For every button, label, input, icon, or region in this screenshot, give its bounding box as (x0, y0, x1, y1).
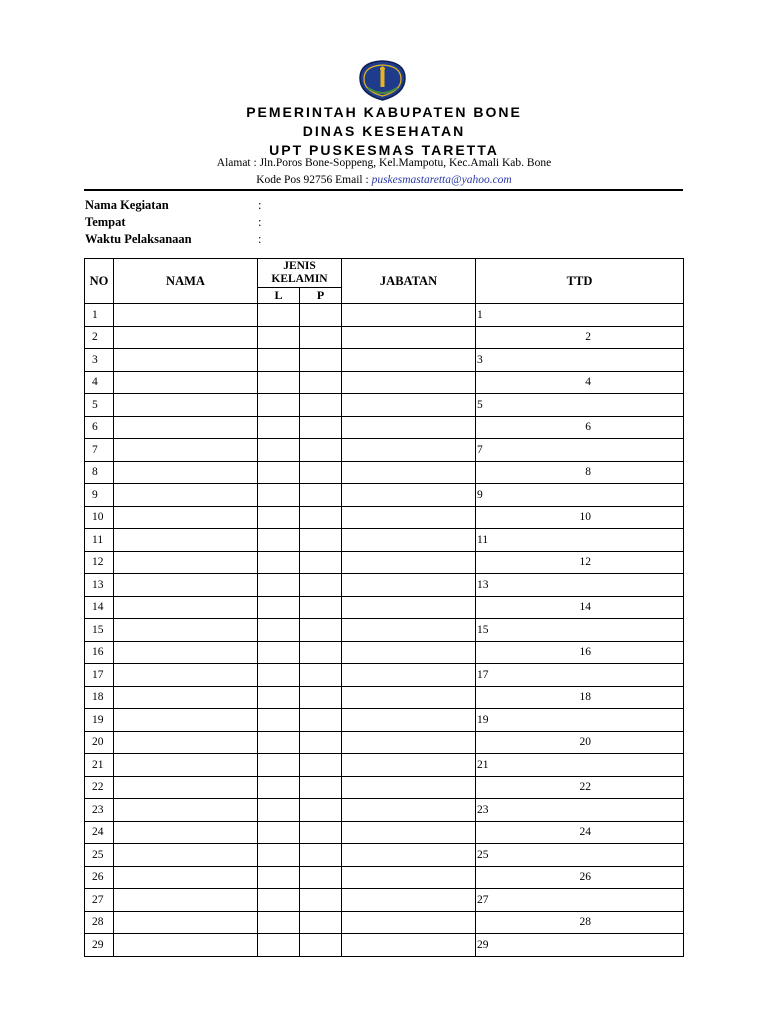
header-contact (0, 174, 768, 186)
header-pemerintah: PEMERINTAH KABUPATEN BONE (246, 104, 522, 120)
table-row (85, 596, 684, 619)
row-number: 21 (85, 754, 114, 777)
col-l-header: L (258, 288, 300, 304)
col-p-header: P (300, 288, 342, 304)
kabupaten-bone-emblem-icon (355, 58, 410, 103)
row-number: 12 (85, 551, 114, 574)
p-cell[interactable] (300, 664, 342, 687)
l-cell[interactable] (258, 709, 300, 732)
row-number: 2 (85, 326, 114, 349)
col-jenis-kelamin-header: JENIS KELAMIN (258, 259, 342, 288)
ttd-cell[interactable]: 19 (476, 709, 684, 732)
l-cell[interactable] (258, 754, 300, 777)
p-cell[interactable] (300, 889, 342, 912)
p-cell[interactable] (300, 551, 342, 574)
p-cell[interactable] (300, 844, 342, 867)
ttd-cell[interactable]: 16 (476, 641, 684, 664)
table-row (85, 889, 684, 912)
kegiatan-label: Nama Kegiatan (85, 198, 169, 212)
table-row (85, 551, 684, 574)
table-row (85, 619, 684, 642)
l-cell[interactable] (258, 664, 300, 687)
email-link[interactable]: puskesmastaretta@yahoo.com (371, 174, 512, 186)
l-cell[interactable] (258, 731, 300, 754)
l-cell[interactable] (258, 934, 300, 957)
ttd-cell[interactable]: 5 (476, 394, 684, 417)
p-cell[interactable] (300, 799, 342, 822)
table-row (85, 484, 684, 507)
p-cell[interactable] (300, 709, 342, 732)
row-number: 23 (85, 799, 114, 822)
info-kegiatan (85, 198, 262, 213)
l-cell[interactable] (258, 349, 300, 372)
ttd-cell[interactable]: 13 (476, 574, 684, 597)
nama-cell[interactable] (114, 844, 258, 867)
row-number: 9 (85, 484, 114, 507)
nama-cell[interactable] (114, 911, 258, 934)
jabatan-cell[interactable] (342, 641, 476, 664)
ttd-cell[interactable]: 25 (476, 844, 684, 867)
table-row (85, 664, 684, 687)
p-cell[interactable] (300, 439, 342, 462)
p-cell[interactable] (300, 641, 342, 664)
header-upt: UPT PUSKESMAS TARETTA (269, 142, 499, 158)
jabatan-cell[interactable] (342, 439, 476, 462)
table-row (85, 754, 684, 777)
jabatan-cell[interactable] (342, 821, 476, 844)
row-number: 13 (85, 574, 114, 597)
row-number: 20 (85, 731, 114, 754)
l-cell[interactable] (258, 574, 300, 597)
header-dinas: DINAS KESEHATAN (302, 123, 466, 139)
nama-cell[interactable] (114, 641, 258, 664)
p-cell[interactable] (300, 686, 342, 709)
jabatan-cell[interactable] (342, 461, 476, 484)
p-cell[interactable] (300, 484, 342, 507)
l-cell[interactable] (258, 866, 300, 889)
nama-cell[interactable] (114, 371, 258, 394)
l-cell[interactable] (258, 304, 300, 327)
row-number: 15 (85, 619, 114, 642)
p-cell[interactable] (300, 529, 342, 552)
table-row (85, 326, 684, 349)
p-cell[interactable] (300, 574, 342, 597)
col-jabatan-header: JABATAN (342, 259, 476, 304)
nama-cell[interactable] (114, 754, 258, 777)
l-cell[interactable] (258, 686, 300, 709)
row-number: 26 (85, 866, 114, 889)
p-cell[interactable] (300, 326, 342, 349)
ttd-cell[interactable]: 20 (476, 731, 684, 754)
info-waktu (85, 232, 262, 247)
row-number: 6 (85, 416, 114, 439)
row-number: 24 (85, 821, 114, 844)
jabatan-cell[interactable] (342, 326, 476, 349)
kegiatan-colon: : (258, 198, 262, 212)
ttd-cell[interactable]: 29 (476, 934, 684, 957)
l-cell[interactable] (258, 596, 300, 619)
row-number: 29 (85, 934, 114, 957)
ttd-cell[interactable]: 1 (476, 304, 684, 327)
ttd-cell[interactable]: 2 (476, 326, 684, 349)
p-cell[interactable] (300, 754, 342, 777)
ttd-cell[interactable]: 12 (476, 551, 684, 574)
l-cell[interactable] (258, 799, 300, 822)
nama-cell[interactable] (114, 664, 258, 687)
jabatan-cell[interactable] (342, 911, 476, 934)
jabatan-cell[interactable] (342, 574, 476, 597)
nama-cell[interactable] (114, 821, 258, 844)
table-row (85, 776, 684, 799)
attendance-table (84, 258, 684, 957)
jabatan-cell[interactable] (342, 529, 476, 552)
ttd-cell[interactable]: 9 (476, 484, 684, 507)
l-cell[interactable] (258, 889, 300, 912)
jabatan-cell[interactable] (342, 304, 476, 327)
jabatan-cell[interactable] (342, 484, 476, 507)
ttd-cell[interactable]: 26 (476, 866, 684, 889)
p-cell[interactable] (300, 619, 342, 642)
jabatan-cell[interactable] (342, 754, 476, 777)
row-number: 28 (85, 911, 114, 934)
nama-cell[interactable] (114, 484, 258, 507)
l-cell[interactable] (258, 844, 300, 867)
row-number: 16 (85, 641, 114, 664)
ttd-cell[interactable]: 22 (476, 776, 684, 799)
l-cell[interactable] (258, 326, 300, 349)
nama-cell[interactable] (114, 326, 258, 349)
table-row (85, 506, 684, 529)
table-row (85, 574, 684, 597)
header-address: Alamat : Jln.Poros Bone-Soppeng, Kel.Mampotu, Kec.Amali Kab. Bone (216, 157, 552, 169)
col-no-header: NO (85, 259, 114, 304)
row-number: 19 (85, 709, 114, 732)
ttd-cell[interactable]: 24 (476, 821, 684, 844)
row-number: 8 (85, 461, 114, 484)
row-number: 4 (85, 371, 114, 394)
jabatan-cell[interactable] (342, 776, 476, 799)
l-cell[interactable] (258, 641, 300, 664)
nama-cell[interactable] (114, 439, 258, 462)
row-number: 3 (85, 349, 114, 372)
ttd-cell[interactable]: 7 (476, 439, 684, 462)
row-number: 5 (85, 394, 114, 417)
nama-cell[interactable] (114, 709, 258, 732)
jabatan-cell[interactable] (342, 664, 476, 687)
table-row (85, 911, 684, 934)
table-row (85, 844, 684, 867)
ttd-cell[interactable]: 27 (476, 889, 684, 912)
table-row (85, 371, 684, 394)
p-cell[interactable] (300, 349, 342, 372)
nama-cell[interactable] (114, 686, 258, 709)
nama-cell[interactable] (114, 934, 258, 957)
p-cell[interactable] (300, 821, 342, 844)
l-cell[interactable] (258, 461, 300, 484)
table-row (85, 304, 684, 327)
nama-cell[interactable] (114, 596, 258, 619)
row-number: 7 (85, 439, 114, 462)
nama-cell[interactable] (114, 304, 258, 327)
jabatan-cell[interactable] (342, 731, 476, 754)
jabatan-cell[interactable] (342, 506, 476, 529)
ttd-cell[interactable]: 6 (476, 416, 684, 439)
nama-cell[interactable] (114, 574, 258, 597)
ttd-cell[interactable]: 14 (476, 596, 684, 619)
ttd-cell[interactable]: 11 (476, 529, 684, 552)
row-number: 14 (85, 596, 114, 619)
table-row (85, 934, 684, 957)
l-cell[interactable] (258, 371, 300, 394)
row-number: 17 (85, 664, 114, 687)
p-cell[interactable] (300, 371, 342, 394)
table-row (85, 394, 684, 417)
table-row (85, 529, 684, 552)
jabatan-cell[interactable] (342, 866, 476, 889)
table-row (85, 866, 684, 889)
l-cell[interactable] (258, 911, 300, 934)
p-cell[interactable] (300, 866, 342, 889)
nama-cell[interactable] (114, 349, 258, 372)
row-number: 22 (85, 776, 114, 799)
tempat-colon: : (258, 215, 262, 229)
nama-cell[interactable] (114, 799, 258, 822)
table-row (85, 416, 684, 439)
row-number: 10 (85, 506, 114, 529)
row-number: 25 (85, 844, 114, 867)
jabatan-cell[interactable] (342, 551, 476, 574)
jabatan-cell[interactable] (342, 619, 476, 642)
jabatan-cell[interactable] (342, 799, 476, 822)
ttd-cell[interactable]: 10 (476, 506, 684, 529)
nama-cell[interactable] (114, 416, 258, 439)
table-row (85, 349, 684, 372)
jabatan-cell[interactable] (342, 371, 476, 394)
row-number: 1 (85, 304, 114, 327)
col-nama-header: NAMA (114, 259, 258, 304)
nama-cell[interactable] (114, 551, 258, 574)
nama-cell[interactable] (114, 506, 258, 529)
row-number: 18 (85, 686, 114, 709)
l-cell[interactable] (258, 416, 300, 439)
jabatan-cell[interactable] (342, 596, 476, 619)
ttd-cell[interactable]: 23 (476, 799, 684, 822)
header-divider (84, 189, 683, 191)
ttd-cell[interactable]: 28 (476, 911, 684, 934)
table-row (85, 821, 684, 844)
table-row (85, 731, 684, 754)
table-row (85, 461, 684, 484)
jabatan-cell[interactable] (342, 394, 476, 417)
ttd-cell[interactable]: 3 (476, 349, 684, 372)
p-cell[interactable] (300, 416, 342, 439)
jabatan-cell[interactable] (342, 844, 476, 867)
p-cell[interactable] (300, 731, 342, 754)
jabatan-cell[interactable] (342, 686, 476, 709)
p-cell[interactable] (300, 461, 342, 484)
jabatan-cell[interactable] (342, 934, 476, 957)
nama-cell[interactable] (114, 619, 258, 642)
p-cell[interactable] (300, 911, 342, 934)
nama-cell[interactable] (114, 394, 258, 417)
p-cell[interactable] (300, 934, 342, 957)
l-cell[interactable] (258, 529, 300, 552)
nama-cell[interactable] (114, 529, 258, 552)
p-cell[interactable] (300, 506, 342, 529)
nama-cell[interactable] (114, 731, 258, 754)
waktu-colon: : (258, 232, 262, 246)
l-cell[interactable] (258, 821, 300, 844)
row-number: 11 (85, 529, 114, 552)
table-row (85, 686, 684, 709)
l-cell[interactable] (258, 439, 300, 462)
l-cell[interactable] (258, 619, 300, 642)
jabatan-cell[interactable] (342, 416, 476, 439)
table-row (85, 799, 684, 822)
l-cell[interactable] (258, 776, 300, 799)
table-row (85, 709, 684, 732)
p-cell[interactable] (300, 304, 342, 327)
ttd-cell[interactable]: 17 (476, 664, 684, 687)
l-cell[interactable] (258, 506, 300, 529)
l-cell[interactable] (258, 394, 300, 417)
nama-cell[interactable] (114, 776, 258, 799)
ttd-cell[interactable]: 21 (476, 754, 684, 777)
l-cell[interactable] (258, 551, 300, 574)
waktu-label: Waktu Pelaksanaan (85, 232, 192, 246)
p-cell[interactable] (300, 596, 342, 619)
tempat-label: Tempat (85, 215, 126, 229)
table-row (85, 641, 684, 664)
l-cell[interactable] (258, 484, 300, 507)
jabatan-cell[interactable] (342, 349, 476, 372)
row-number: 27 (85, 889, 114, 912)
col-ttd-header: TTD (476, 259, 684, 304)
ttd-cell[interactable]: 8 (476, 461, 684, 484)
p-cell[interactable] (300, 776, 342, 799)
postal-code-label: Kode Pos 92756 Email : (256, 174, 369, 186)
ttd-cell[interactable]: 4 (476, 371, 684, 394)
jabatan-cell[interactable] (342, 889, 476, 912)
table-row (85, 439, 684, 462)
p-cell[interactable] (300, 394, 342, 417)
info-tempat (85, 215, 262, 230)
ttd-cell[interactable]: 18 (476, 686, 684, 709)
nama-cell[interactable] (114, 461, 258, 484)
nama-cell[interactable] (114, 866, 258, 889)
jabatan-cell[interactable] (342, 709, 476, 732)
nama-cell[interactable] (114, 889, 258, 912)
ttd-cell[interactable]: 15 (476, 619, 684, 642)
